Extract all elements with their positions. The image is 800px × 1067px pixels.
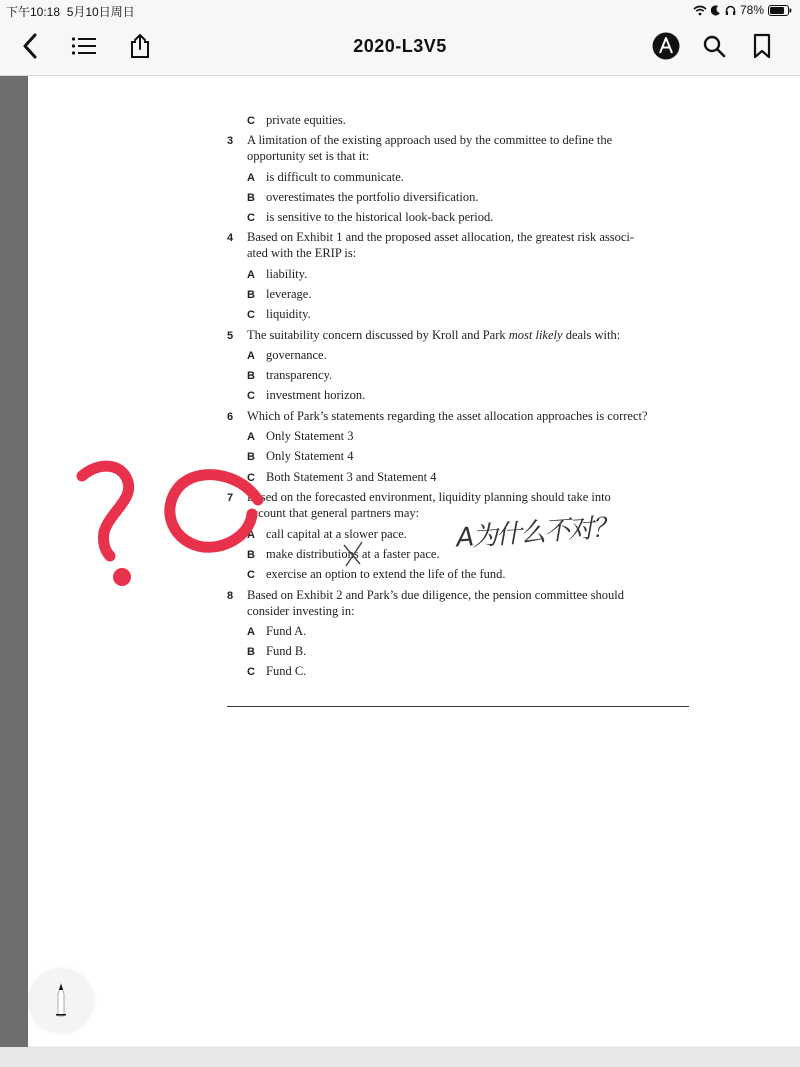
option-text: Only Statement 3 (266, 429, 354, 443)
share-icon (129, 33, 151, 59)
option-text: leverage. (266, 287, 312, 301)
option-letter: C (247, 212, 255, 224)
option-text: Fund C. (266, 664, 307, 678)
question-text-part: The suitability concern discussed by Kroll and Park (247, 328, 509, 342)
question-text: consider investing in: (247, 604, 355, 618)
question-text: opportunity set is that it: (247, 149, 370, 163)
status-time: 下午10:18 (6, 5, 61, 19)
bookmark-button[interactable] (744, 28, 780, 64)
back-icon (21, 33, 39, 59)
question-number: 4 (227, 232, 234, 244)
question-text: Based on Exhibit 1 and the proposed asset allocation, the greatest risk associ- (247, 230, 635, 244)
battery-percent: 78% (739, 3, 764, 17)
reader-toolbar (0, 20, 800, 76)
section-divider (227, 706, 689, 707)
question-number: 7 (227, 492, 234, 504)
document-title: 2020-L3V5 (353, 36, 447, 56)
question-text: Which of Park’s statements regarding the asset allocation approaches is correct? (247, 409, 648, 423)
annotate-icon (651, 31, 681, 61)
option-text: private equities. (266, 113, 346, 127)
option-text: make distributions at a faster pace. (266, 547, 440, 561)
option-letter: B (247, 192, 255, 204)
option-text: exercise an option to extend the life of the fund. (266, 567, 506, 581)
option-letter: C (247, 569, 255, 581)
option-letter: C (247, 390, 255, 402)
annotate-button[interactable] (648, 28, 684, 64)
question-text: ated with the ERIP is: (247, 246, 357, 260)
option-text: Both Statement 3 and Statement 4 (266, 470, 437, 484)
option-letter: B (247, 289, 255, 301)
option-letter: B (247, 646, 255, 658)
option-letter: C (247, 472, 255, 484)
question-text: A limitation of the existing approach used by the committee to define the (247, 133, 613, 147)
question-number: 5 (227, 330, 234, 342)
page-gutter (0, 76, 28, 1047)
option-letter: A (247, 529, 255, 541)
option-letter: A (247, 626, 255, 638)
status-time-date (6, 3, 135, 20)
pencil-tool-button[interactable] (30, 970, 92, 1032)
option-text: transparency. (266, 368, 333, 382)
question-text: account that general partners may: (247, 506, 420, 520)
status-date: 5月10日周日 (66, 5, 135, 19)
question-number: 6 (227, 411, 234, 423)
question-text: Based on Exhibit 2 and Park’s due diligence, the pension committee should (247, 588, 625, 602)
option-letter: A (247, 350, 255, 362)
option-text: governance. (266, 348, 327, 362)
share-button[interactable] (122, 28, 158, 64)
option-letter: B (247, 451, 255, 463)
option-letter: C (247, 309, 255, 321)
headphones-icon (725, 5, 736, 16)
document-page[interactable] (28, 76, 800, 1046)
bookmark-icon (752, 33, 772, 59)
wifi-icon (693, 5, 707, 16)
option-letter: B (247, 370, 255, 382)
option-text: liability. (266, 267, 308, 281)
option-text: overestimates the portfolio diversification. (266, 190, 479, 204)
option-text: is sensitive to the historical look-back period. (266, 210, 494, 224)
list-icon (71, 36, 97, 56)
option-letter: A (247, 431, 255, 443)
option-text: Fund B. (266, 644, 307, 658)
pencil-icon (30, 970, 92, 1032)
search-button[interactable] (696, 28, 732, 64)
option-text: Fund A. (266, 624, 307, 638)
outline-button[interactable] (66, 28, 102, 64)
status-bar (0, 0, 800, 20)
question-text-part: deals with: (562, 328, 621, 342)
search-icon (702, 34, 726, 58)
question-number: 8 (227, 590, 234, 602)
option-text: liquidity. (266, 307, 311, 321)
option-text: call capital at a slower pace. (266, 527, 407, 541)
handwritten-note: A为什么不对？ (455, 512, 617, 554)
option-text: Only Statement 4 (266, 449, 354, 463)
question-number: 3 (227, 135, 234, 147)
option-letter: C (247, 666, 255, 678)
option-letter: A (247, 269, 255, 281)
status-icons (693, 3, 792, 17)
question-emphasis: most likely (508, 328, 563, 342)
battery-icon (768, 5, 792, 16)
option-letter: A (247, 172, 255, 184)
back-button[interactable] (12, 28, 48, 64)
option-text: investment horizon. (266, 388, 366, 402)
option-letter: C (247, 115, 255, 127)
bottom-bar (0, 1047, 800, 1067)
option-text: is difficult to communicate. (266, 170, 404, 184)
question-text (247, 328, 620, 343)
option-letter: B (247, 549, 255, 561)
question-text: Based on the forecasted environment, liquidity planning should take into (247, 490, 611, 504)
moon-icon (711, 5, 721, 16)
